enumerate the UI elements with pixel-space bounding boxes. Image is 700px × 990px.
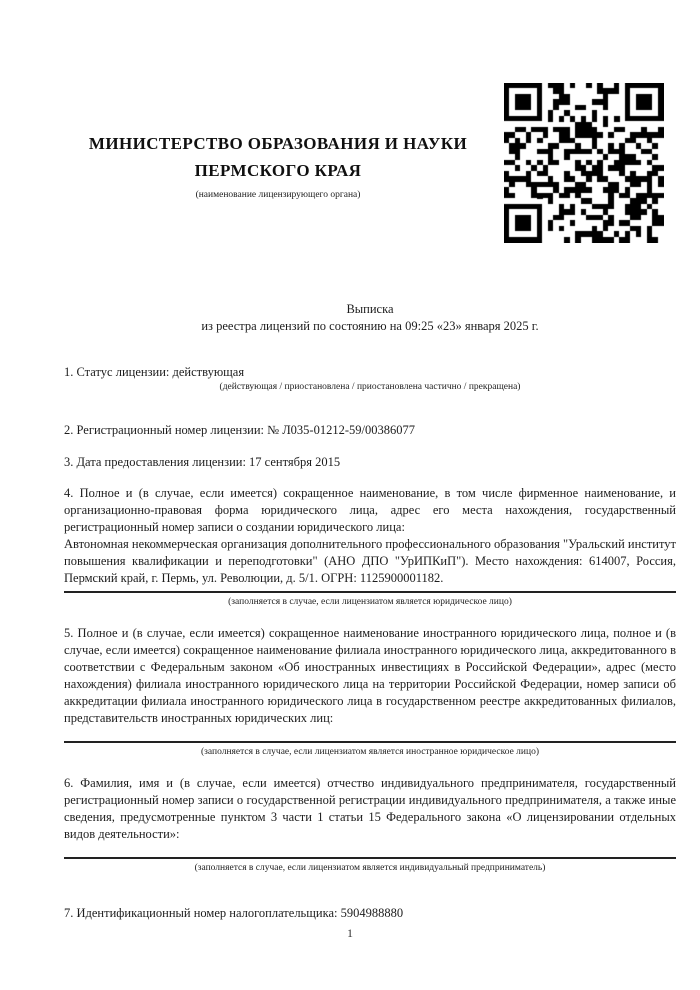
item-4-hint: (заполняется в случае, если лицензиатом является юридическое лицо) [228, 597, 512, 607]
item-5-hint: (заполняется в случае, если лицензиатом является иностранное юридическое лицо) [201, 747, 539, 757]
item-4-legal-entity-label: 4. Полное и (в случае, если имеется) сокращенное наименование, в том числе фирменное наименование, и организационно-правовая форма юридического лица, адрес его места нахождения, государственный регистрационный номер записи о создании юридического лица: [64, 486, 676, 534]
item-6-entrepreneur-label: 6. Фамилия, имя и (в случае, если имеется) отчество индивидуального предпринимателя, государственный регистрационный номер записи о государственной регистрации индивидуального предпринимателя, а также иные сведения, предусмотренные пунктом 3 части 1 статьи 15 Федерального закона «О лицензировании отдельных видов деятельности»: [64, 776, 676, 841]
document-title-block [64, 301, 676, 335]
item-5-foreign-entity-label: 5. Полное и (в случае, если имеется) сокращенное наименование иностранного юридического лица, полное и (в случае, если имеется) сокращенное наименование филиала иностранного юридического лица, аккредитованного в соответствии с Федеральным законом «Об иностранных инвестициях в Российской Федерации», адрес (место нахождения) филиала иностранного юридического лица на территории Российской Федерации, номер записи об аккредитации филиала иностранного юридического лица в государственном реестре аккредитованных филиалов, представительств иностранных юридических лиц: [64, 626, 676, 725]
document-body [64, 364, 676, 922]
item-3-grant-date: 3. Дата предоставления лицензии: 17 сентября 2015 [64, 455, 341, 469]
item-5-foreign-entity-value [64, 727, 676, 739]
item-2-registration-number: 2. Регистрационный номер лицензии: № Л035-01212-59/00386077 [64, 423, 415, 437]
item-1-license-status: 1. Статус лицензии: действующая [64, 365, 245, 379]
page-number: 1 [347, 926, 353, 940]
item-4-legal-entity-value: Автономная некоммерческая организация дополнительного профессионального образования "Уральский институт повышения квалификации и переподготовки" (АНО ДПО "УрИПКиП"). Место нахождения: 614007, Россия, Пермский край, г. Пермь, ул. Революции, д. 5/1. ОГРН: 1125900001182. [64, 537, 676, 585]
item-5-fill-line [64, 741, 676, 743]
item-1-status-hint: (действующая / приостановлена / приостановлена частично / прекращена) [219, 382, 521, 392]
ministry-name-hint: (наименование лицензирующего органа) [195, 190, 361, 200]
document-title: Выписка [346, 302, 394, 316]
qr-code-icon [504, 83, 664, 243]
item-6-hint: (заполняется в случае, если лицензиатом является индивидуальный предприниматель) [194, 863, 546, 873]
ministry-name: МИНИСТЕРСТВО ОБРАЗОВАНИЯ И НАУКИ ПЕРМСКОГО КРАЯ [88, 134, 468, 180]
document-subtitle: из реестра лицензий по состоянию на 09:25 «23» января 2025 г. [201, 319, 539, 333]
item-6-entrepreneur-value [64, 843, 676, 855]
item-6-fill-line [64, 857, 676, 859]
item-7-taxpayer-inn: 7. Идентификационный номер налогоплательщика: 5904988880 [64, 906, 404, 920]
item-4-fill-line [64, 591, 676, 593]
